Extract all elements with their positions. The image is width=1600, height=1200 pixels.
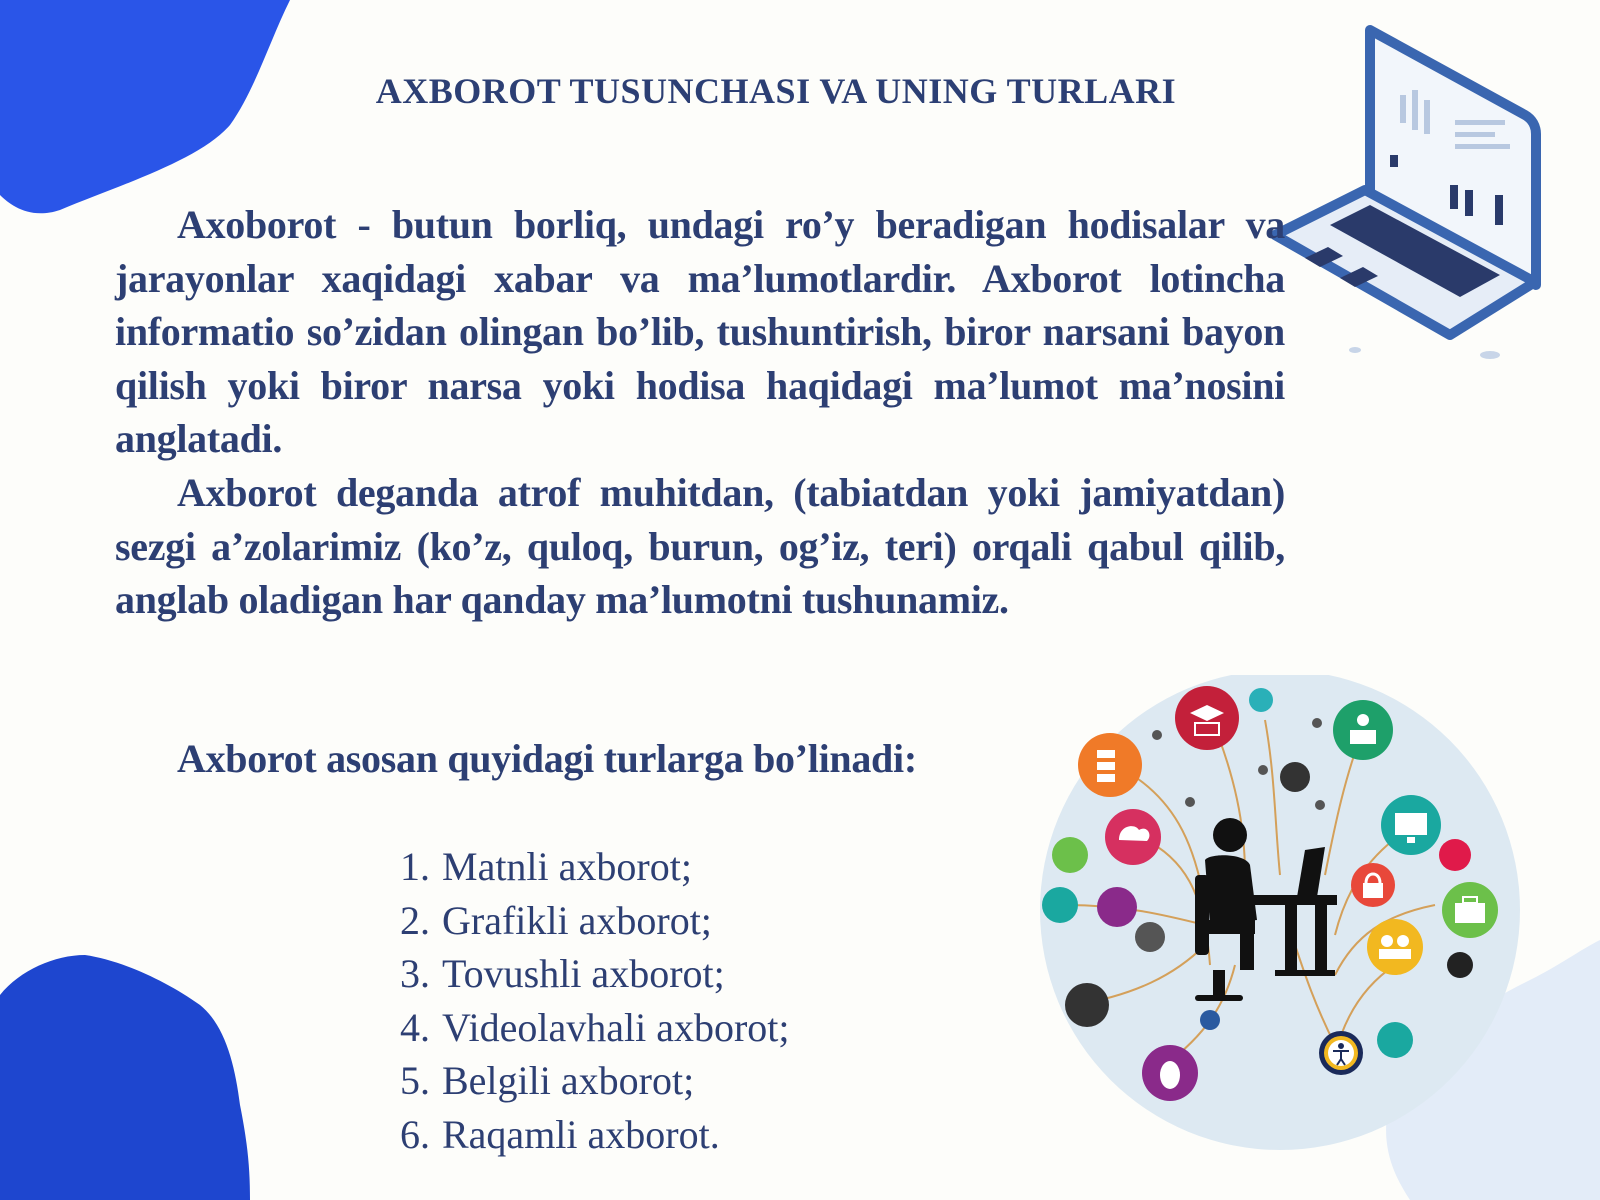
cloud-computer-icon (1105, 809, 1161, 865)
database-icon (1078, 733, 1142, 797)
people-icon (1367, 919, 1423, 975)
corner-blob-bottom-left (0, 955, 260, 1200)
network-illustration (1035, 675, 1535, 1155)
presentation-icon (1333, 700, 1393, 760)
list-item-number: 2. (400, 897, 430, 943)
list-item-number: 1. (400, 844, 430, 889)
list-item-number: 3. (400, 951, 430, 996)
list-item-label: Matnli axborot; (442, 844, 692, 889)
list-item (400, 1054, 790, 1108)
accessibility-icon (1319, 1031, 1363, 1075)
definition-paragraph: Axoborot - butun borliq, undagi ro’y beradigan hodisalar va jarayonlar xaqidagi xabar va ma’lumotlardir. Axborot lotincha informatio so’zidan olingan bo’lib, tushuntirish, biror narsani bayon qilish yoki biror narsa yoki hodisa haqidagi ma’lumot ma’nosini anglatadi. (115, 202, 1285, 461)
monitor-icon (1381, 795, 1441, 855)
list-item-number: 4. (400, 1004, 430, 1050)
list-item (400, 1001, 790, 1055)
list-item-label: Raqamli axborot. (442, 1111, 720, 1157)
list-item-label: Grafikli axborot; (442, 897, 712, 943)
list-item-number: 6. (400, 1111, 430, 1157)
types-list (400, 840, 790, 1161)
page-title: AXBOROT TUSUNCHASI VA UNING TURLARI (375, 71, 1177, 111)
list-item (400, 894, 790, 948)
list-item-label: Videolavhali axborot; (442, 1004, 790, 1050)
lock-icon (1351, 863, 1395, 907)
explanation-paragraph: Axborot deganda atrof muhitdan, (tabiatdan yoki jamiyatdan) sezgi a’zolarimiz (ko’z, quloq, burun, og’iz, teri) orqali qabul qilib, anglab oladigan har qanday ma’lumotni tushunamiz. (115, 470, 1285, 622)
list-item-label: Belgili axborot; (442, 1058, 695, 1103)
briefcase-icon (1442, 882, 1498, 938)
mouse-icon (1142, 1045, 1198, 1101)
list-item (400, 840, 790, 894)
list-item-number: 5. (400, 1058, 430, 1103)
graduation-cap-icon (1175, 686, 1239, 750)
list-item (400, 1108, 790, 1162)
list-item (400, 947, 790, 1001)
types-intro-heading: Axborot asosan quyidagi turlarga bo’linadi: (177, 736, 917, 781)
list-item-label: Tovushli axborot; (442, 951, 725, 996)
